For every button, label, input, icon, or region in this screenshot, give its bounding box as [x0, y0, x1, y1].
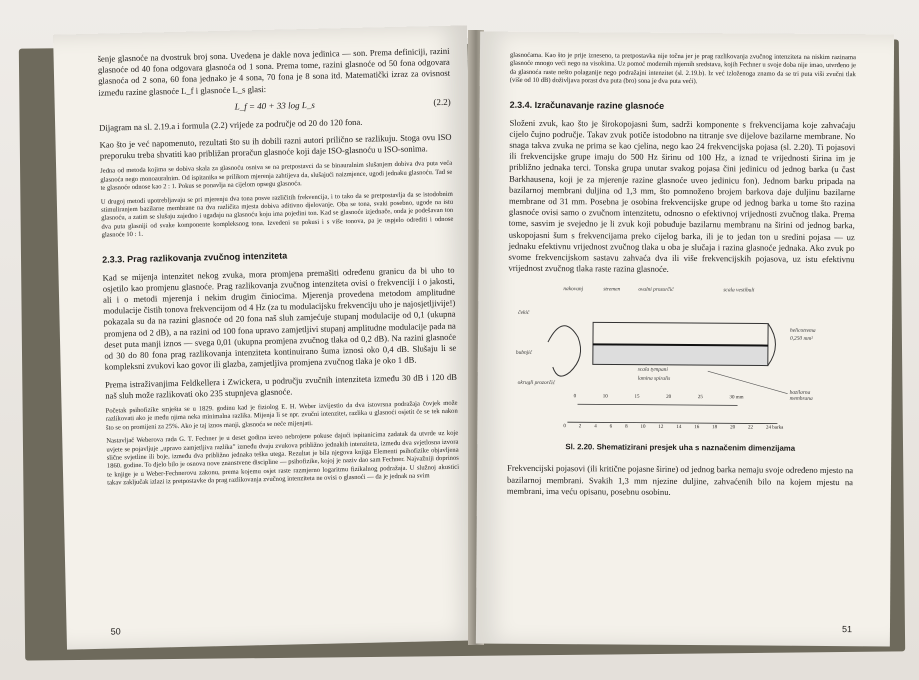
bark-scale-tick: 22	[748, 425, 754, 431]
page-number-left: 50	[110, 626, 121, 637]
label-scala-tympani: scala tympani	[637, 367, 668, 374]
continuation-note: glasnoćama. Kao što je prije izneseno, ta pretpostavka nije točna jer je prag razlikovanja zvučnog intenziteta na niskim razinama glasnoće mnogo veći nego na visokima. Uz pomoć modernih mjernih sredstava, kojih Fechner u svoje doba nije imao, utvrđeno je da glasnoća raste nešto polaganije nego podražajni intenzitet (sl. 2.19.b). Iz već izloženoga znamo da se tri puta viši zvučni tlak (više od 10 dB) doživljava porast dva puta (bro) sona je dva puta veći).	[509, 51, 856, 86]
membrane-pointer	[708, 372, 788, 395]
section-heading-2-3-4: 2.3.4. Izračunavanje razine glasnoće	[509, 99, 665, 111]
mm-scale-line	[578, 405, 738, 406]
two-tone-note: U drugoj metodi upotrebljavaju se pri mjerenju dva tona posve različitih frekvencija, i to tako da se pretpostavlja da se istodobnim stimuliranjem bazilarne membrane na dva različita mjesta dobiva aditivno djelovanje. Oba se tona, svaki posebno, ugode na istu glasnoću, a zatim se slušaju zajedno i ugađaju na glasnoću koju ima pojedini ton. Kad se glasnoće izjednače, onda je podešavan ton dva puta glasniji od svake komponente kompleksnog tona. Izvedeni su pokusi i s više tonova, pa je uspjelo odrediti i odnose glasnoće 10 : 1.	[100, 190, 454, 239]
mm-scale-tick: 10	[602, 394, 608, 400]
ear-cross-section-figure	[507, 282, 854, 434]
weber-note: Početak psihofizike smješta se u 1829. godinu kad je fiziolog E. H. Weber izvijestio da dva istovrsna podražaja čovjek može razlikovati ako je među njima neka minimalna razlika. Mijenja li se npr. zvučni intenzitet, razlika u glasnoći osjetit će se tek nakon što se on promijeni za 25%. Ako je taj iznos manji, glasnoća se neće mijenjati.	[105, 399, 458, 432]
cochlea-lower-duct	[593, 345, 768, 366]
label-ovalni-prozorcic: ovalni prozorčić	[638, 287, 674, 294]
mm-scale-tick: 20	[666, 395, 672, 401]
main-paragraph: Složeni zvuk, kao što je širokopojasni šum, sadrži komponente s frekvencijama koje zahvaćaju cijelo čujno područje. Takav zvuk potiče istodobno na titranje sve dijelove bazilarne membrane. No snaga takva zvuka ne prima se kao cjelina, nego kao 24 frekvencijska pojasa (sl. 2.20). Ti pojasovi ili frekvencijske grupe imaju do 500 Hz širinu od 100 Hz, a iznad te vrijednosti širina im je približno jednaka terci. Tonska grupa unutar svakog pojasa čini jedinicu od jednog barka (u čast Barkhausena, koji je za mjerenje razine glasnoće uveo jedinicu fon). Jednom barku pripada na bazilarnoj membrani duljina od 1,3 mm, što pomnoženo brojem barkova daje duljinu bazilarne membrane od 31 mm. Posebna je osobina frekvencijske grupe od jednog barka u tome što razina glasnoće ovisi samo o zvučnom intenzitetu, odnosno o efektivnoj vrijednosti zvučnog tlaka. Prema tome, sasvim je svejedno je li zvuk koji pobuđuje bazilarnu membranu na širini od jednog barka, uskopojasni šum s frekvencijama preko cijelog barka, ili je to jedan ton u sredini pojasa — uz jednaku efektivnu vrijednost zvučnog tlaka u oba je slučaja i razina glasnoće jednaka. Ako zvuk po svome frekvencijskom sastavu zahvaća dva ili više frekvencijskih pojasova, uz istu efektivnu vrijednost zvučnog tlaka raste razina glasnoće.	[508, 117, 856, 275]
intro-paragraph: šenje glasnoće na dvostruk broj sona. Uvedena je dakle nova jedinica — son. Prema definiciji, razini glasnoće od 40 fona odgovara glasnoća od 1 sona. Prema tome, razini glasnoće od 50 fona odgovara glasnoća od 2 sona, 60 fona jednako je 4 sona, 70 fona je 8 sona itd. Matematički izraz za ovisnost između razine glasnoće L_f i glasnoće L_s glasi:	[97, 45, 451, 98]
label-scala-vestibuli: scala vestibuli	[723, 287, 755, 294]
label-lamina-spiralis: lamina spiralis	[637, 376, 671, 383]
binaural-note: Jedna od metoda kojima se dobiva skala za glasnoću osniva se na pretpostavci da se binauralnim slušanjem dobiva dva puta veća glasnoća nego monoauralnim. Od ispitanika se prilikom mjerenja zahtijeva da, slušajući naizmjence, ugodi jednaku glasnoću. Tad se te glasnoće odnose kao 2 : 1. Pokus se ponavlja na cijelom opsegu glasnoća.	[100, 160, 453, 192]
fechner-note: Nastavljač Weberova rada G. T. Fechner je u deset godina izveo nebrojene pokuse dajući ispitanicima zadatak da utvrde uz koje uvjete se pojavljuje „upravo zamjetljiva razlika” između dvaju zvukova približno jednakih intenziteta, između dva svjetlosna izvora slične svjetline ili boje, između dva približno jednaka teška utega. Rezultat je bila njegova knjiga Elementi psihofizike objavljena 1860. godine. To djelo bilo je osnova nove znanstvene discipline — psihofizike, kojoj je naziv dao sam Fechner. Najvažniji doprinos te knjige je u Weber-Fechnerovu zakonu, prema kojemu osjet raste razmjerno logaritmu fizikalnog podražaja. U služnoj akustici takav zaključak izlazi iz pretpostavke da prag razlikovanja zvučnog intenziteta ne ovisi o glasnoći — da je jednak na svim	[106, 429, 460, 487]
figure-caption: Sl. 2.20. Shematizirani presjek uha s naznačenim dimenzijama	[565, 442, 796, 454]
cochlea-upper-duct	[593, 323, 768, 346]
bark-scale-tick: 14	[676, 425, 682, 431]
section-heading-2-3-3: 2.3.3. Prag razlikovanja zvučnog intenziteta	[102, 250, 288, 265]
label-cekic: čekić	[518, 310, 530, 317]
mm-scale-tick: 15	[634, 395, 640, 401]
formula-2-2	[99, 97, 451, 115]
bottom-paragraph: Frekvencijski pojasovi (ili kritične pojasne širine) od jednog barka nemaju svoje određeno mjesto na bazilarnoj membrani. Svakih 1,3 mm njezine duljine, zahvaćenih bilo na kojem mjestu na membrani, ima veću opisanu, posebnu osobinu.	[506, 463, 854, 497]
helicotrema-curve	[768, 324, 776, 366]
left-page	[53, 25, 481, 649]
bark-scale-tick: 6	[609, 424, 613, 430]
bark-scale-tick: 0	[563, 424, 566, 430]
mm-scale-tick: 25	[697, 395, 703, 401]
bark-scale-tick: 12	[658, 425, 664, 431]
middle-ear-ossicles	[548, 326, 581, 377]
label-nakovanj: nakovanj	[563, 286, 584, 293]
mm-scale-tick: 0	[573, 394, 577, 400]
bark-scale-tick: 18	[712, 425, 718, 431]
label-bubnjic: bubnjić	[515, 350, 533, 357]
bark-scale-tick: 2	[578, 424, 582, 430]
bark-scale-tick: 8	[625, 425, 628, 431]
iso-paragraph: Kao što je već napomenuto, rezultati što su ih dobili razni autori prilično se razlikuju. Stoga ovu ISO preporuku treba shvatiti kao približan proračun glasnoće koji daje ISO-glasnoću u ISO-sonima.	[99, 131, 452, 161]
label-stremen: stremen	[603, 286, 621, 294]
right-page-content	[507, 52, 856, 505]
label-helicotrema-area: 0,250 mm²	[789, 336, 813, 343]
bark-scale-tick: 20	[730, 425, 736, 431]
feldkeller-paragraph: Prema istraživanjima Feldkellera i Zwickera, u području zvučnih intenziteta između 30 dB i 120 dB naš sluh može razlikovati oko 235 stupnjeva glasnoće.	[104, 371, 458, 401]
right-page	[476, 32, 894, 647]
bark-scale-tick: 16	[694, 425, 700, 431]
label-bazilarna-membrana: bazilarna membrana	[789, 390, 813, 403]
page-number-right: 51	[841, 624, 853, 635]
diagram-paragraph: Dijagram na sl. 2.19.a i formula (2.2) vrijede za područje od 20 do 120 fona.	[99, 116, 363, 133]
bark-scale-tick: 4	[594, 424, 597, 430]
bark-scale-tick: 24 barka	[765, 426, 784, 432]
ear-diagram-svg	[507, 282, 854, 434]
mm-scale-tick: 30 mm	[729, 395, 744, 401]
bark-scale-tick: 10	[640, 425, 646, 431]
label-helicotrema: helicotrema	[790, 328, 816, 335]
prag-paragraph: Kad se mijenja intenzitet nekog zvuka, mora promjena premašiti određenu granicu da bi uho to osjetilo kao promjenu glasnoće. Prag razlikovanja zvučnog intenziteta ovisi o frekvenciji i o jakosti, ali i o metodi mjerenja i nekim drugim činiocima. Mjerenja provedena metodom amplitudne modulacije čistih tonova frekvencijom od 4 Hz (za tu modulacijsku frekvenciju uho je najosjetljivije!) pokazala su da na razini glasnoće od 20 fona naš sluh zamjećuje stupanj modulacije od 0,1 (ukupna promjena od 2 dB), a na razini od 100 fona upravo zamjetljivi stupanj amplitudne modulacije pada na deset puta manji iznos — svega 0,01 (ukupna promjena zvučnog tlaka od 0,2 dB). Na razini glasnoće od 30 do 80 fona prag razlikovanja intenziteta kontinuirano šuma iznosi oko 0,4 dB. Slušaju li se kompleksni zvukovi kao govor ili glazba, zamjetljiva promjena zvučnog tlaka je oko 1 dB.	[102, 264, 457, 372]
label-okrugli-prozorcic: okrugli prozorčić	[517, 380, 556, 387]
formula-text: L_f = 40 + 33 log L_s	[234, 99, 315, 112]
left-page-content	[98, 46, 460, 493]
formula-number: (2.2)	[433, 96, 451, 107]
basilar-membrane-line	[593, 345, 768, 346]
